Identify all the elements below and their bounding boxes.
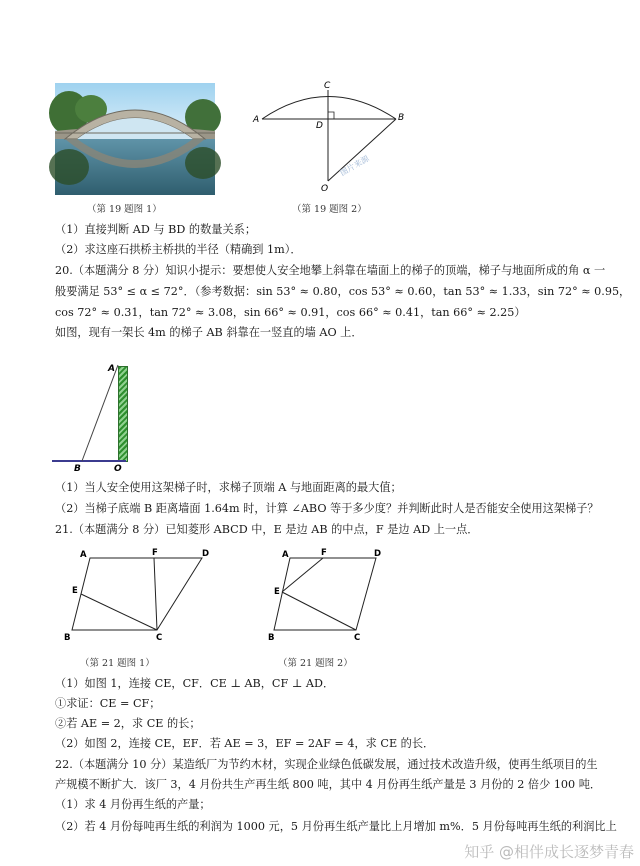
fig21-caption-2: （第 21 题图 2） (278, 658, 353, 669)
fig19-caption-2: （第 19 题图 2） (292, 204, 367, 215)
q22-part-2: （2）若 4 月份每吨再生纸的利润为 1000 元，5 月份再生纸产量比上月增加 m%．5 月份每吨再生纸的利润比上 (55, 820, 617, 833)
fig19-label-d: D (316, 121, 323, 131)
q21-part-1: （1）如图 1，连接 CE，CF．CE ⊥ AB，CF ⊥ AD． (55, 677, 335, 690)
q20-part-1: （1）当人安全使用这架梯子时，求梯子顶端 A 与地面距离的最大值； (55, 481, 402, 494)
fig19-diagram-2 (250, 76, 410, 201)
fig21a-label-e: E (72, 586, 78, 596)
q20-part-2: （2）当梯子底端 B 距离墙面 1.64m 时，计算 ∠ABO 等于多少度？并判断此时人是否能安全使用这架梯子？ (55, 502, 599, 515)
fig19-label-c: C (324, 81, 331, 91)
fig21b-label-a: A (282, 550, 289, 560)
q19-part-2: （2）求这座石拱桥主桥拱的半径（精确到 1m）． (55, 243, 302, 256)
fig19-label-b: B (398, 113, 405, 123)
fig21b-label-f: F (321, 548, 327, 558)
fig20-ladder-diagram (50, 355, 145, 475)
q21-part-1a: ①求证：CE = CF； (55, 697, 161, 710)
fig21a-label-b: B (64, 633, 71, 643)
q20-line-3: cos 72° ≈ 0.31，tan 72° ≈ 3.08，sin 66° ≈ 0.91，cos 66° ≈ 0.41，tan 66° ≈ 2.25） (55, 306, 526, 319)
fig21b-label-c: C (354, 633, 361, 643)
q20-line-2: 般要满足 53° ≤ α ≤ 72°．（参考数据：sin 53° ≈ 0.80，cos 53° ≈ 0.60，tan 53° ≈ 1.33，sin 72° ≈ 0.95， (55, 285, 631, 298)
q21-part-1b: ②若 AE = 2，求 CE 的长； (55, 717, 201, 730)
q22-line-2: 产规模不断扩大．该厂 3，4 月份共生产再生纸 800 吨，其中 4 月份再生纸产量是 3 月份的 2 倍少 100 吨． (55, 778, 602, 791)
q22-line-1: 22.（本题满分 10 分）某造纸厂为节约木材，实现企业绿色低碳发展，通过技术改造升级，使再生纸项目的生 (55, 758, 598, 771)
fig21b-label-b: B (268, 633, 275, 643)
q21-line-1: 21.（本题满分 8 分）已知菱形 ABCD 中，E 是边 AB 的中点，F 是边 AD 上一点． (55, 523, 479, 536)
fig21-caption-1: （第 21 题图 1） (80, 658, 155, 669)
bridge-photo (55, 83, 215, 195)
fig21a-label-d: D (202, 549, 210, 559)
q20-line-1: 20.（本题满分 8 分）知识小提示：要想使人安全地攀上斜靠在墙面上的梯子的顶端，梯子与地面所成的角 α 一 (55, 264, 606, 277)
zhihu-watermark: 知乎 @相伴成长逐梦青春 (464, 843, 634, 861)
q19-part-1: （1）直接判断 AD 与 BD 的数量关系； (55, 223, 257, 236)
fig20-label-b: B (74, 464, 81, 474)
fig19-label-o: O (321, 184, 329, 194)
fig21b-label-e: E (274, 587, 280, 597)
fig19-label-a: A (253, 115, 260, 125)
fig20-label-o: O (114, 464, 122, 474)
fig21a-label-f: F (152, 548, 158, 558)
fig21a-label-c: C (156, 633, 163, 643)
fig21-diagram-1 (62, 546, 210, 646)
q22-part-1: （1）求 4 月份再生纸的产量； (55, 798, 211, 811)
fig20-label-a: A (108, 364, 115, 374)
fig21a-label-a: A (80, 550, 87, 560)
q21-part-2: （2）如图 2，连接 CE，EF．若 AE = 3，EF = 2AF = 4，求 CE 的长． (55, 737, 435, 750)
q20-line-4: 如图，现有一架长 4m 的梯子 AB 斜靠在一竖直的墙 AO 上． (55, 326, 363, 339)
fig21-diagram-2 (268, 546, 388, 646)
fig21b-label-d: D (374, 549, 382, 559)
fig19-caption-1: （第 19 题图 1） (87, 204, 162, 215)
watermark-stamp: 图片来源 (338, 153, 371, 178)
